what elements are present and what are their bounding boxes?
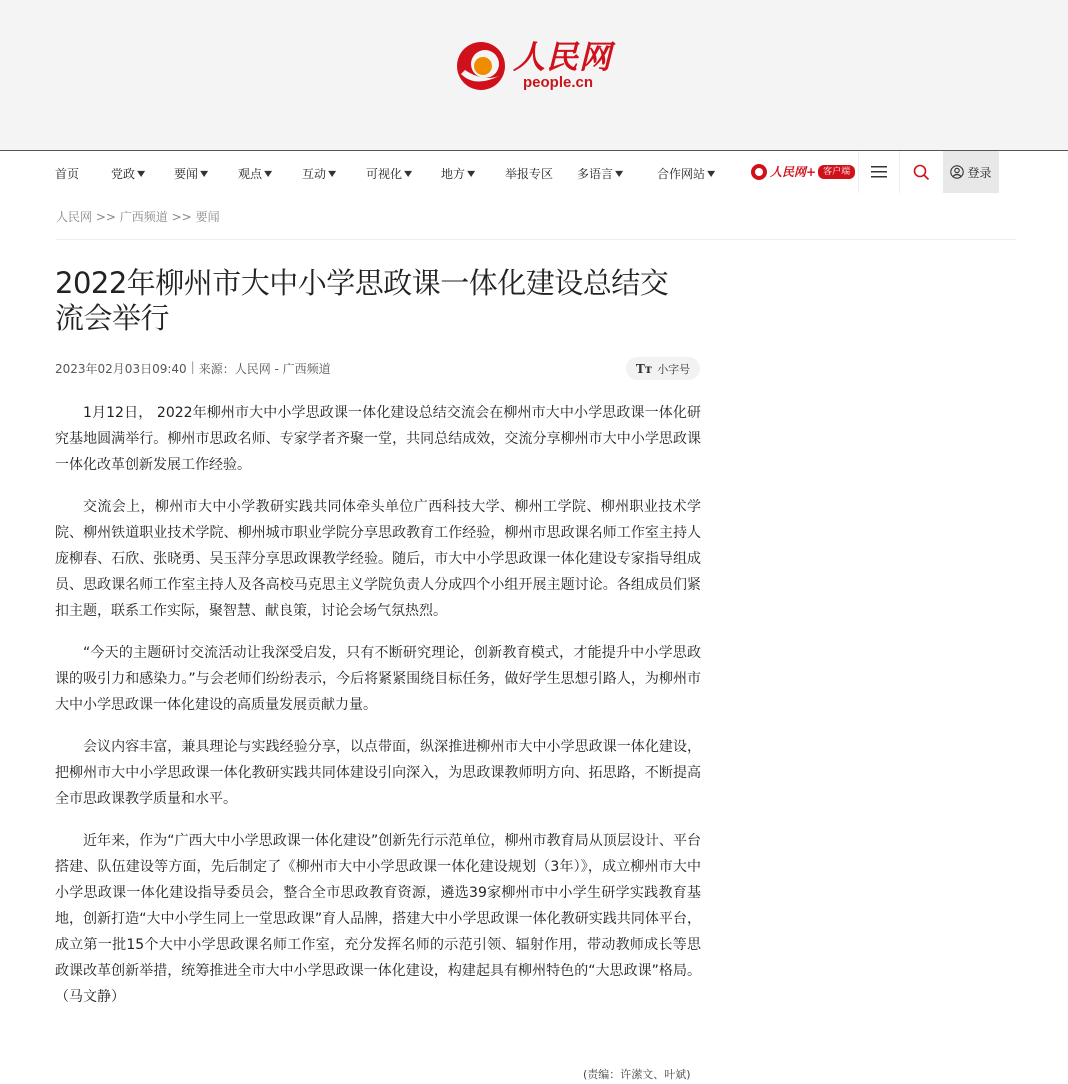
app-name: 人民网+ [770,165,817,179]
meta-separator: | [190,360,195,374]
nav-item-label: 多语言 [577,167,614,181]
nav-item[interactable] [441,165,474,182]
nav-item[interactable] [174,165,207,182]
breadcrumb-section[interactable]: 要闻 [195,210,220,224]
site-logo[interactable] [455,40,612,92]
divider [56,239,1016,240]
article-body [55,400,701,1026]
nav-item[interactable] [55,165,79,182]
app-logo-icon [751,164,767,180]
chevron-down-icon: ▼ [137,169,146,178]
app-badge: 客户端 [818,165,855,179]
nav-item-label: 要闻 [174,167,199,181]
logo-mark-icon [455,40,507,92]
article-paragraph: 会议内容丰富，兼具理论与实践经验分享，以点带面，纵深推进柳州市大中小学思政课一体化建设，把柳州市大中小学思政课一体化教研实践共同体建设引向深入，为思政课教师明方向、拓思路，不断提高全市思政课教学质量和水平。 [55,739,701,807]
nav-item[interactable] [505,165,553,182]
nav-item-label: 地方 [441,167,466,181]
chevron-down-icon: ▼ [615,169,624,178]
nav-item[interactable] [302,165,335,182]
article-paragraph: 1月12日， 2022年柳州市大中小学思政课一体化建设总结交流会在柳州市大中小学思政课一体化研究基地圆满举行。柳州市思政名师、专家学者齐聚一堂，共同总结成效，交流分享柳州市大中小学思政课一体化改革创新发展工作经验。 [55,405,701,473]
breadcrumb-home[interactable]: 人民网 [56,210,93,224]
user-icon [950,165,964,179]
nav-item-label: 观点 [238,167,263,181]
nav-item-label: 可视化 [366,167,403,181]
app-download-link[interactable] [751,163,855,180]
chevron-down-icon: ▼ [404,169,413,178]
breadcrumb-channel[interactable]: 广西频道 [119,210,168,224]
login-label: 登录 [967,165,992,180]
font-size-icon: Tт [635,361,653,376]
chevron-down-icon: ▼ [328,169,337,178]
article-source[interactable]: 来源：人民网 - 广西频道 [198,362,331,376]
chevron-down-icon: ▼ [707,169,716,178]
main-nav [0,150,1068,192]
nav-item[interactable] [657,165,714,182]
font-size-toggle[interactable] [626,357,700,380]
article-paragraph: 交流会上，柳州市大中小学教研实践共同体牵头单位广西科技大学、柳州工学院、柳州职业技术学院、柳州铁道职业技术学院、柳州城市职业学院分享思政教育工作经验，柳州市思政课名师工作室主持人庞柳春、石欣、张晓勇、吴玉萍分享思政课教学经验。随后，市大中小学思政课一体化建设专家指导组成员、思政课名师工作室主持人及各高校马克思主义学院负责人分成四个小组开展主题讨论。各组成员们紧扣主题，联系工作实际，聚智慧、献良策，讨论会场气氛热烈。 [55,499,701,619]
article-title: 2022年柳州市大中小学思政课一体化建设总结交流会举行 [55,266,669,335]
nav-item[interactable] [111,165,144,182]
search-icon [913,164,930,181]
article-paragraph: “今天的主题研讨交流活动让我深受启发，只有不断研究理论，创新教育模式，才能提升中小学思政课的吸引力和感染力。”与会老师们纷纷表示，今后将紧紧围绕目标任务，做好学生思想引路人，为柳州市大中小学思政课一体化建设的高质量发展贡献力量。 [55,645,701,713]
menu-button[interactable] [858,151,898,193]
hamburger-icon [871,165,887,179]
nav-item[interactable] [577,165,622,182]
logo-cn-text: 人民网 [513,38,613,76]
article-paragraph: 近年来，作为“广西大中小学思政课一体化建设”创新先行示范单位，柳州市教育局从顶层设计、平台搭建、队伍建设等方面，先后制定了《柳州市大中小学思政课一体化建设规划（3年）》，成立柳州市大中小学思政课一体化建设指导委员会，整合全市思政教育资源，遴选39家柳州市中小学生研学实践教育基地，创新打造“大中小学生同上一堂思政课”育人品牌，搭建大中小学思政课一体化教研实践共同体平台，成立第一批15个大中小学思政课名师工作室，充分发挥名师的示范引领、辐射作用，带动教师成长等思政课改革创新举措，统筹推进全市大中小学思政课一体化建设，构建起具有柳州特色的“大思政课”格局。 （马文静） [55,833,701,1005]
article-editor: (责编：许潆文、叶斌) [583,1068,691,1081]
article-meta [55,360,331,377]
font-size-label: 小字号 [657,362,691,376]
nav-item[interactable] [366,165,411,182]
breadcrumb-separator: >> [95,210,116,224]
nav-item-label: 互动 [302,167,327,181]
nav-item[interactable] [238,165,271,182]
chevron-down-icon: ▼ [200,169,209,178]
search-button[interactable] [899,151,942,193]
login-button[interactable] [943,151,999,193]
nav-item-label: 举报专区 [505,167,554,181]
chevron-down-icon: ▼ [264,169,273,178]
logo-en-text: people.cn [523,74,594,91]
nav-item-label: 首页 [55,167,80,181]
nav-item-label: 合作网站 [657,167,706,181]
breadcrumb-separator: >> [171,210,192,224]
site-header [0,0,1068,150]
article-datetime: 2023年02月03日09:40 [55,362,187,376]
breadcrumb [56,208,220,225]
nav-item-label: 党政 [111,167,136,181]
chevron-down-icon: ▼ [467,169,476,178]
